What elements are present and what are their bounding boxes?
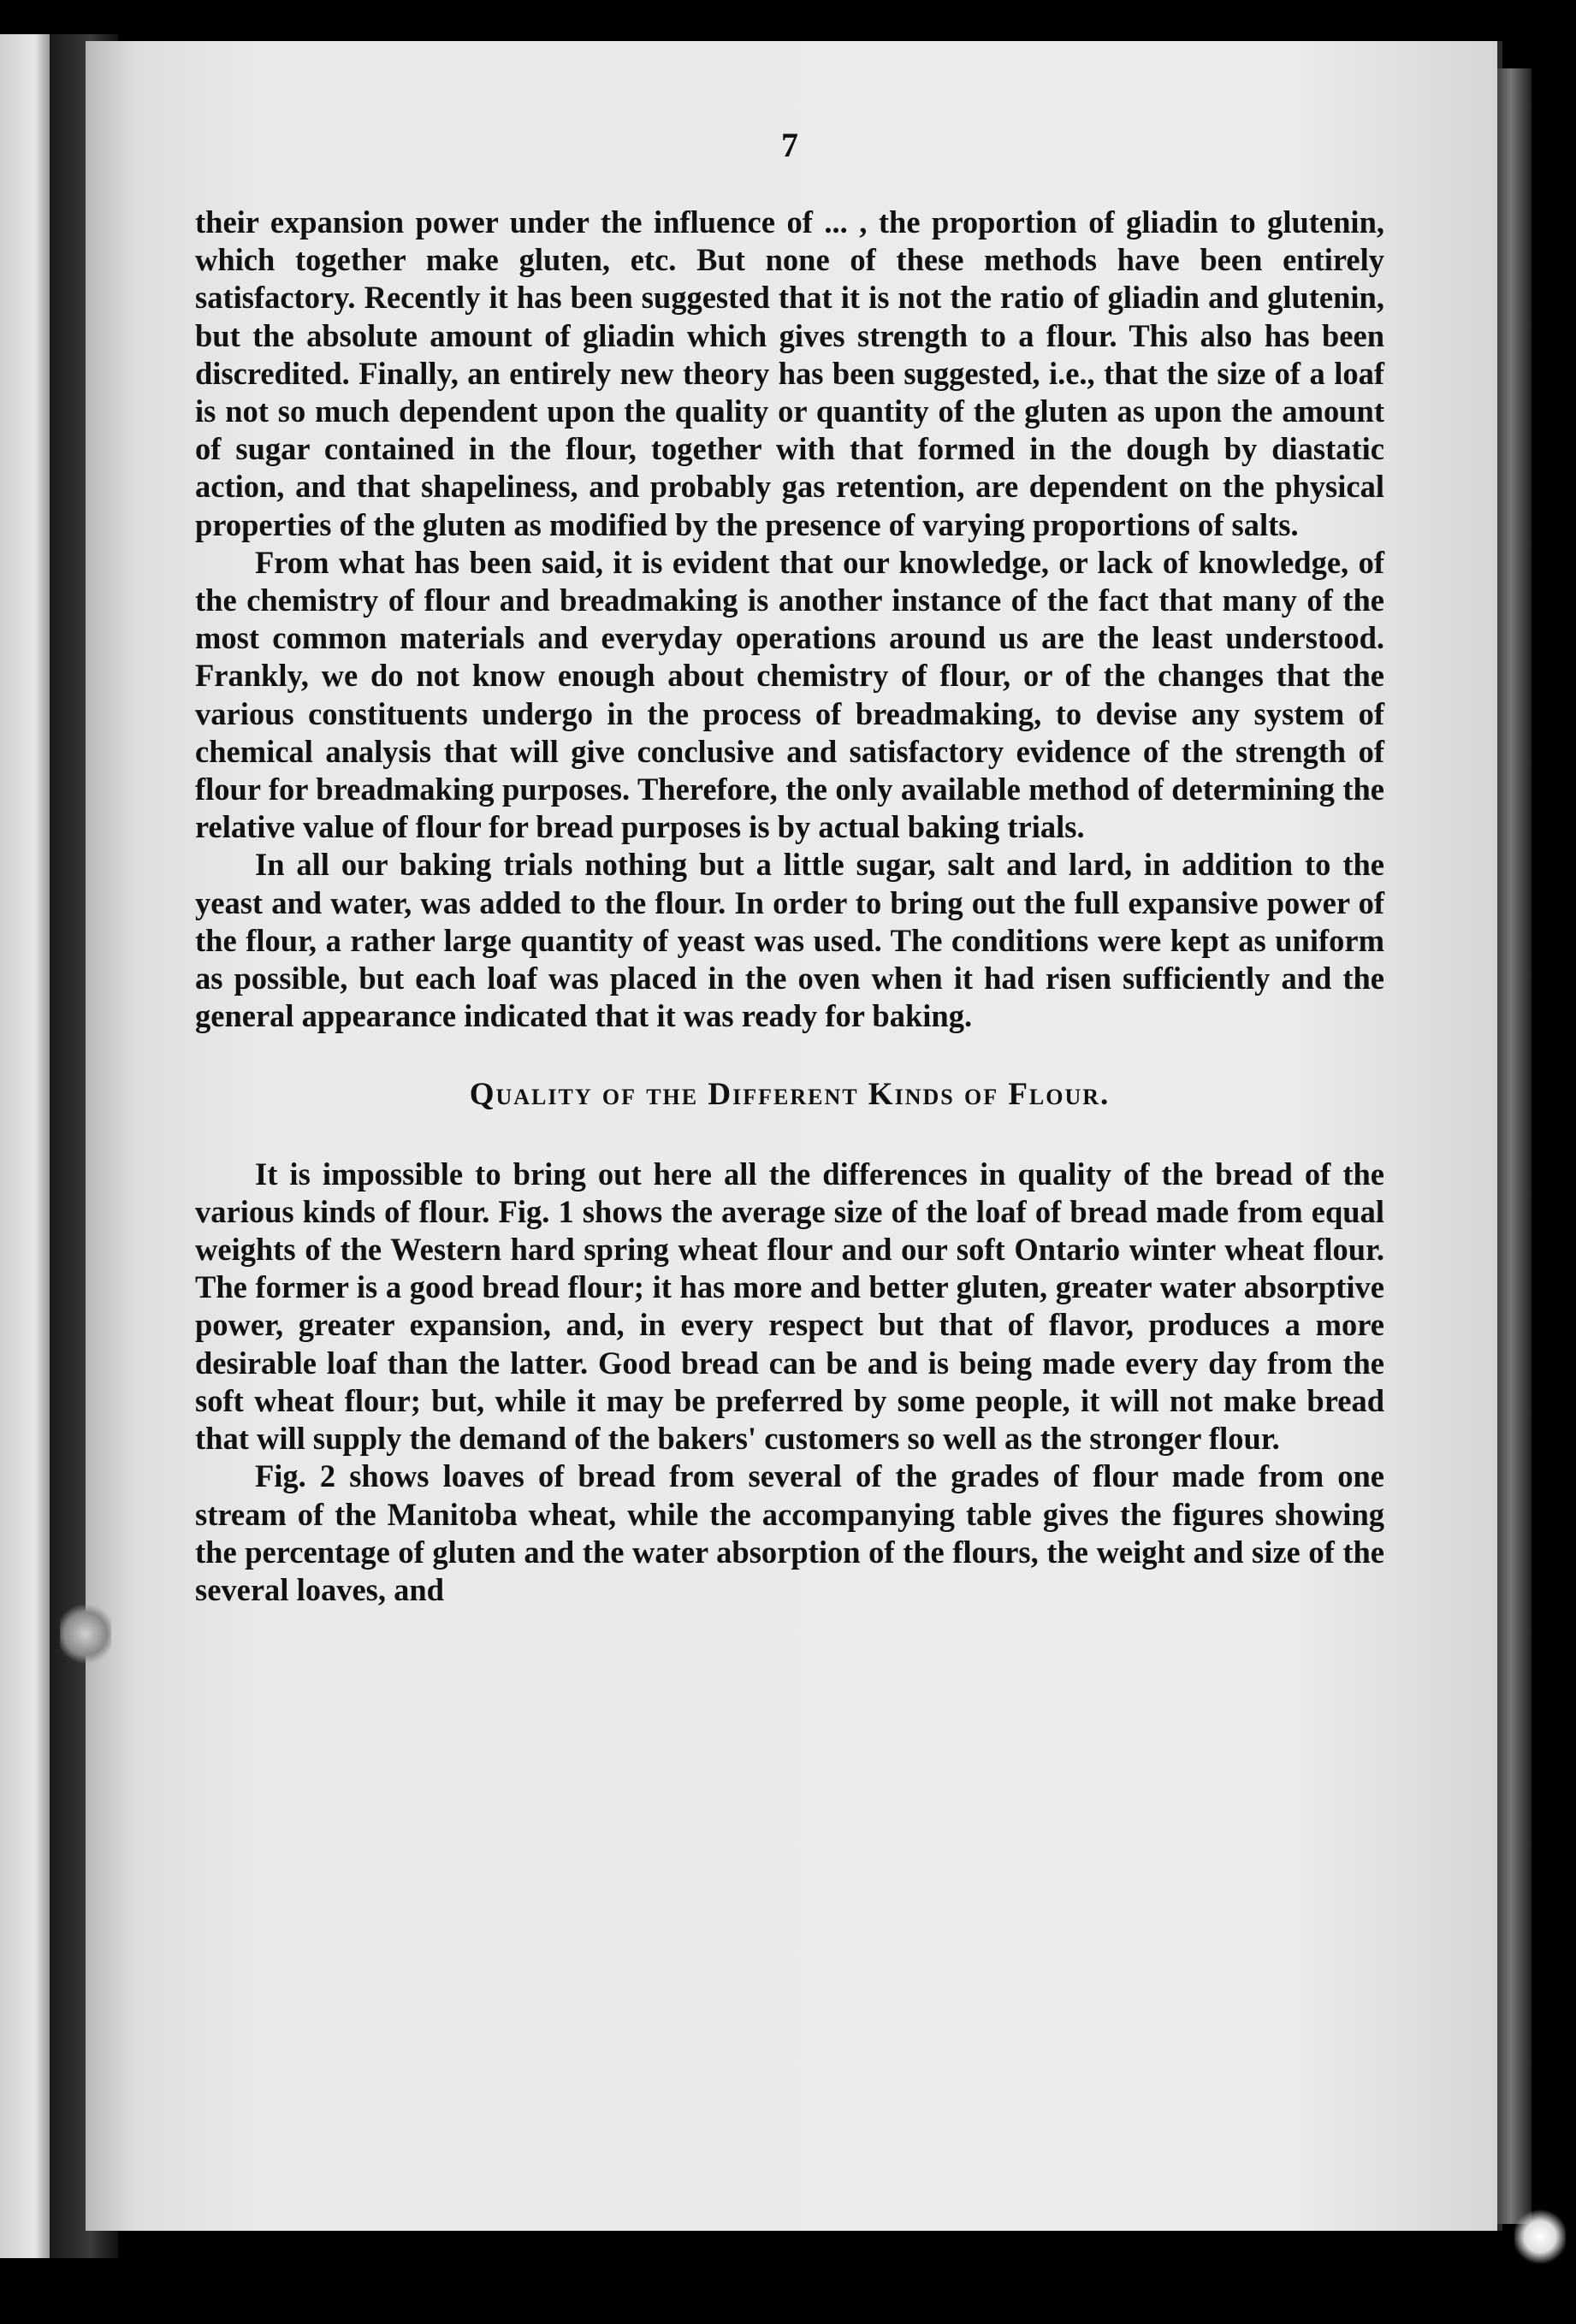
paragraph: It is impossible to bring out here all the differences in quality of the bread of the various kinds of flour. Fig. 1 shows the average size of the loaf of bread made from equal weights of the Western hard spring wheat flour and our soft Ontario winter wheat flour. The former is a good bread flour; it has more and better gluten, greater water absorptive power, greater expansion, and, in every respect but that of flavor, produces a more desirable loaf than the latter. Good bread can be and is being made every day from the soft wheat flour; but, while it may be preferred by some people, it will not make bread that will supply the demand of the bakers' customers so well as the stronger flour. bbox=[195, 1156, 1384, 1457]
paragraph: Fig. 2 shows loaves of bread from several of the grades of flour made from one stream of the Manitoba wheat, while the accompanying table gives the figures showing the percentage of gluten and the water absorption of the flours, the weight and size of the several loaves, and bbox=[195, 1458, 1384, 1607]
scan-speck bbox=[60, 1600, 111, 1668]
page-number: 7 bbox=[781, 126, 798, 164]
page-edge-shadow bbox=[1497, 68, 1532, 2224]
paragraph: In all our baking trials nothing but a little sugar, salt and lard, in addition to the yeast and water, was added to the flour. In order to bring out the full expansive power of the flour, a rather large quantity of yeast was used. The conditions were kept as uniform as possible, but each loaf was placed in the oven when it had risen sufficiently and the general appearance indicated that it was ready for baking. bbox=[195, 847, 1384, 1034]
paragraph: From what has been said, it is evident that our knowledge, or lack of knowledge, of the chemistry of flour and breadmaking is another instance of the fact that many of the most common materials and everyday operations around us are the least understood. Frankly, we do not know enough about chemistry of flour, or of the changes that the various constituents undergo in the process of breadmaking, to devise any system of chemical analysis that will give conclusive and satisfactory evidence of the strength of flour for breadmaking purposes. Therefore, the only available method of determining the relative value of flour for bread purposes is by actual baking trials. bbox=[195, 544, 1384, 845]
scan-speck bbox=[1514, 2207, 1566, 2267]
paragraph: their expansion power under the influence of ... , the proportion of gliadin to glutenin, which together make gluten, etc. But none of these methods have been entirely satisfactory. Recently it has been suggested that it is not the ratio of gliadin and glutenin, but the absolute amount of gliadin which gives strength to a flour. This also has been discredited. Finally, an entirely new theory has been suggested, i.e., that the size of a loaf is not so much dependent upon the quality or quantity of the gluten as upon the amount of sugar contained in the flour, together with that formed in the dough by diastatic action, and that shapeliness, and probably gas retention, are dependent on the physical properties of the gluten as modified by the presence of varying proportions of salts. bbox=[195, 204, 1384, 542]
facing-page-edge bbox=[0, 34, 50, 2258]
page-text bbox=[195, 128, 1384, 1609]
section-heading: Quality of the Different Kinds of Flour. bbox=[469, 1077, 1111, 1113]
